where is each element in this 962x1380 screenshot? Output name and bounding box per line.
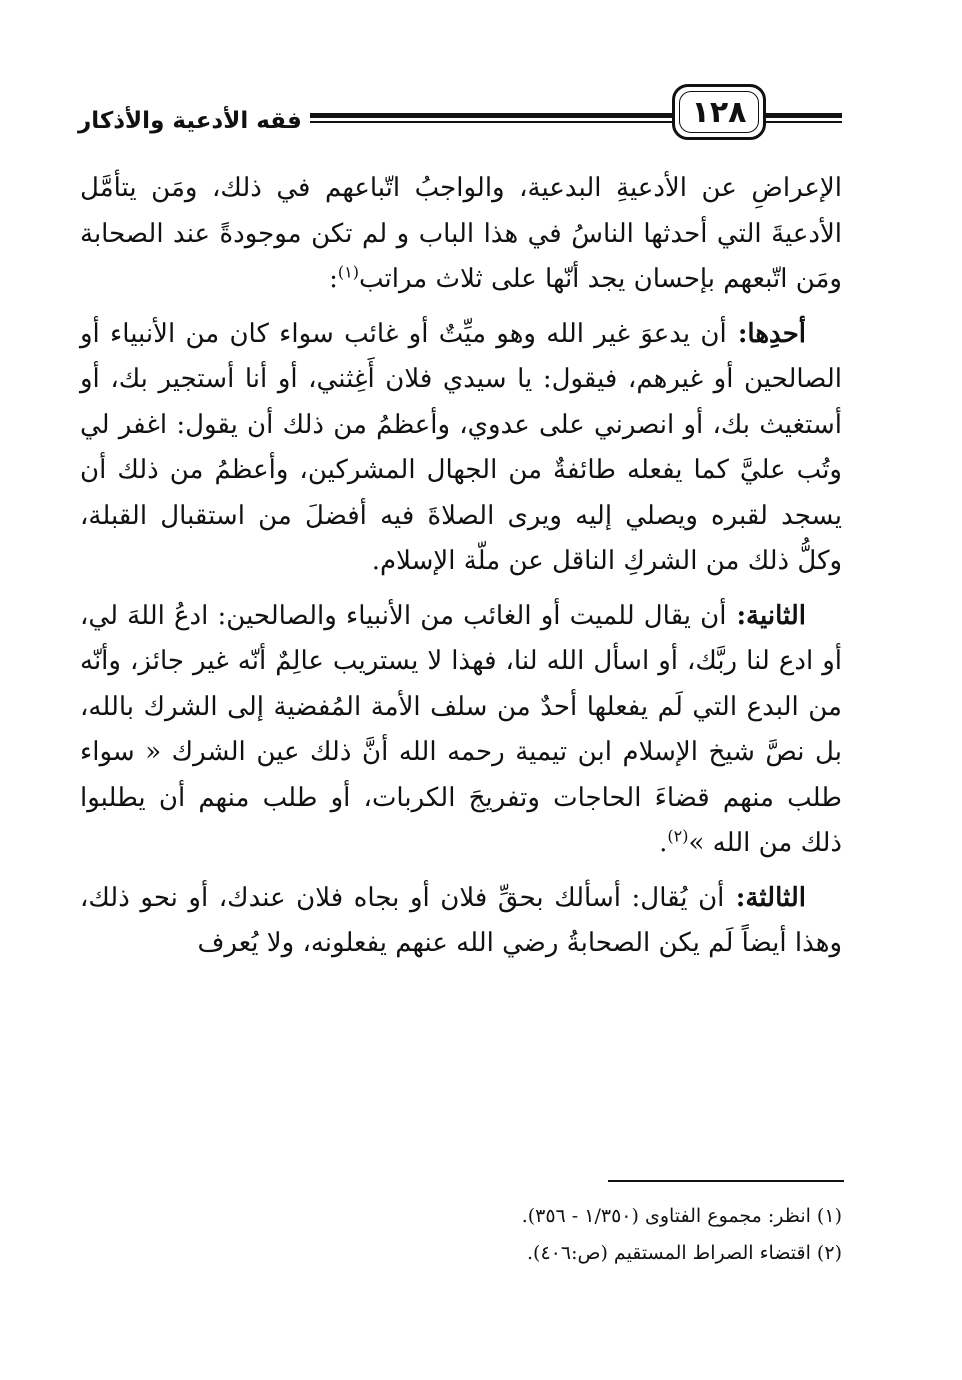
page-number-badge <box>672 84 766 140</box>
paragraph-second-level <box>80 594 842 867</box>
paragraph-punct: . <box>659 828 668 858</box>
footnote-2: (٢) اقتضاء الصراط المستقيم (ص:٤٠٦). <box>527 1242 842 1264</box>
footnote-ref: (٢) <box>667 826 689 846</box>
page-header <box>78 84 842 144</box>
paragraph-text: الإعراضِ عن الأدعيةِ البدعية، والواجبُ اتّباعهم في ذلك، ومَن يتأمَّل الأدعيةَ التي أحدثها الناسُ في هذا الباب و لم تكن موجودةً عند الصحابة ومَن اتّبعهم بإحسان يجد أنّها على ثلاث مراتب <box>80 173 842 294</box>
paragraph-text: أن يدعوَ غير الله وهو ميِّتٌ أو غائب سواء كان من الأنبياء أو الصالحين أو غيرهم، فيقول: يا سيدي فلان أَغِثني، أو أنا أستجير بك، أو أستغيث بك، أو انصرني على عدوي، وأعظمُ من ذلك أن يقول: اغفر لي وتُب عليَّ كما يفعله طائفةٌ من الجهال المشركين، وأعظمُ من ذلك أن يسجد لقبره ويصلي إليه ويرى الصلاةَ فيه أفضلَ من استقبال القبلة، وكلُّ ذلك من الشركِ الناقل عن ملّة الإسلام. <box>80 318 842 576</box>
footnotes <box>80 1198 842 1272</box>
paragraph-lead: أحدِها: <box>726 318 806 349</box>
paragraph-text: أن يُقال: أسألك بحقِّ فلان أو بجاه فلان عندك، أو نحو ذلك، وهذا أيضاً لَم يكن الصحابةُ رضي الله عنهم يفعلونه، ولا يُعرف <box>80 882 842 958</box>
paragraph-intro <box>80 166 842 303</box>
header-rule-right <box>764 113 842 123</box>
footnote-1: (١) انظر: مجموع الفتاوى (١/٣٥٠ - ٣٥٦). <box>521 1205 842 1227</box>
header-rule-left <box>310 113 674 123</box>
footnote-ref: (١) <box>337 262 359 282</box>
paragraph-text: أن يقال للميت أو الغائب من الأنبياء والصالحين: ادعُ اللهَ لي، أو ادع لنا ربَّك، أو اسأل الله لنا، فهذا لا يستريب عالِمٌ أنّه غير جائز، وأنّه من البدع التي لَم يفعلها أحدٌ من سلف الأمة المُفضية إلى الشرك بالله، بل نصَّ شيخ الإسلام ابن تيمية رحمه الله أنَّ ذلك عين الشرك « سواء طلب منهم قضاءَ الحاجات وتفريجَ الكربات، أو طلب منهم أن يطلبوا ذلك من الله » <box>80 600 842 858</box>
paragraph-third-level <box>80 876 842 967</box>
book-title: فقه الأدعية والأذكار <box>78 108 302 134</box>
paragraph-punct: : <box>329 264 338 294</box>
page-number: ١٢٨ <box>691 94 747 130</box>
paragraph-lead: الثانية: <box>726 600 806 631</box>
body-text <box>80 166 842 976</box>
paragraph-lead: الثالثة: <box>724 882 806 913</box>
footnote-separator <box>608 1180 844 1182</box>
paragraph-first-level <box>80 312 842 585</box>
